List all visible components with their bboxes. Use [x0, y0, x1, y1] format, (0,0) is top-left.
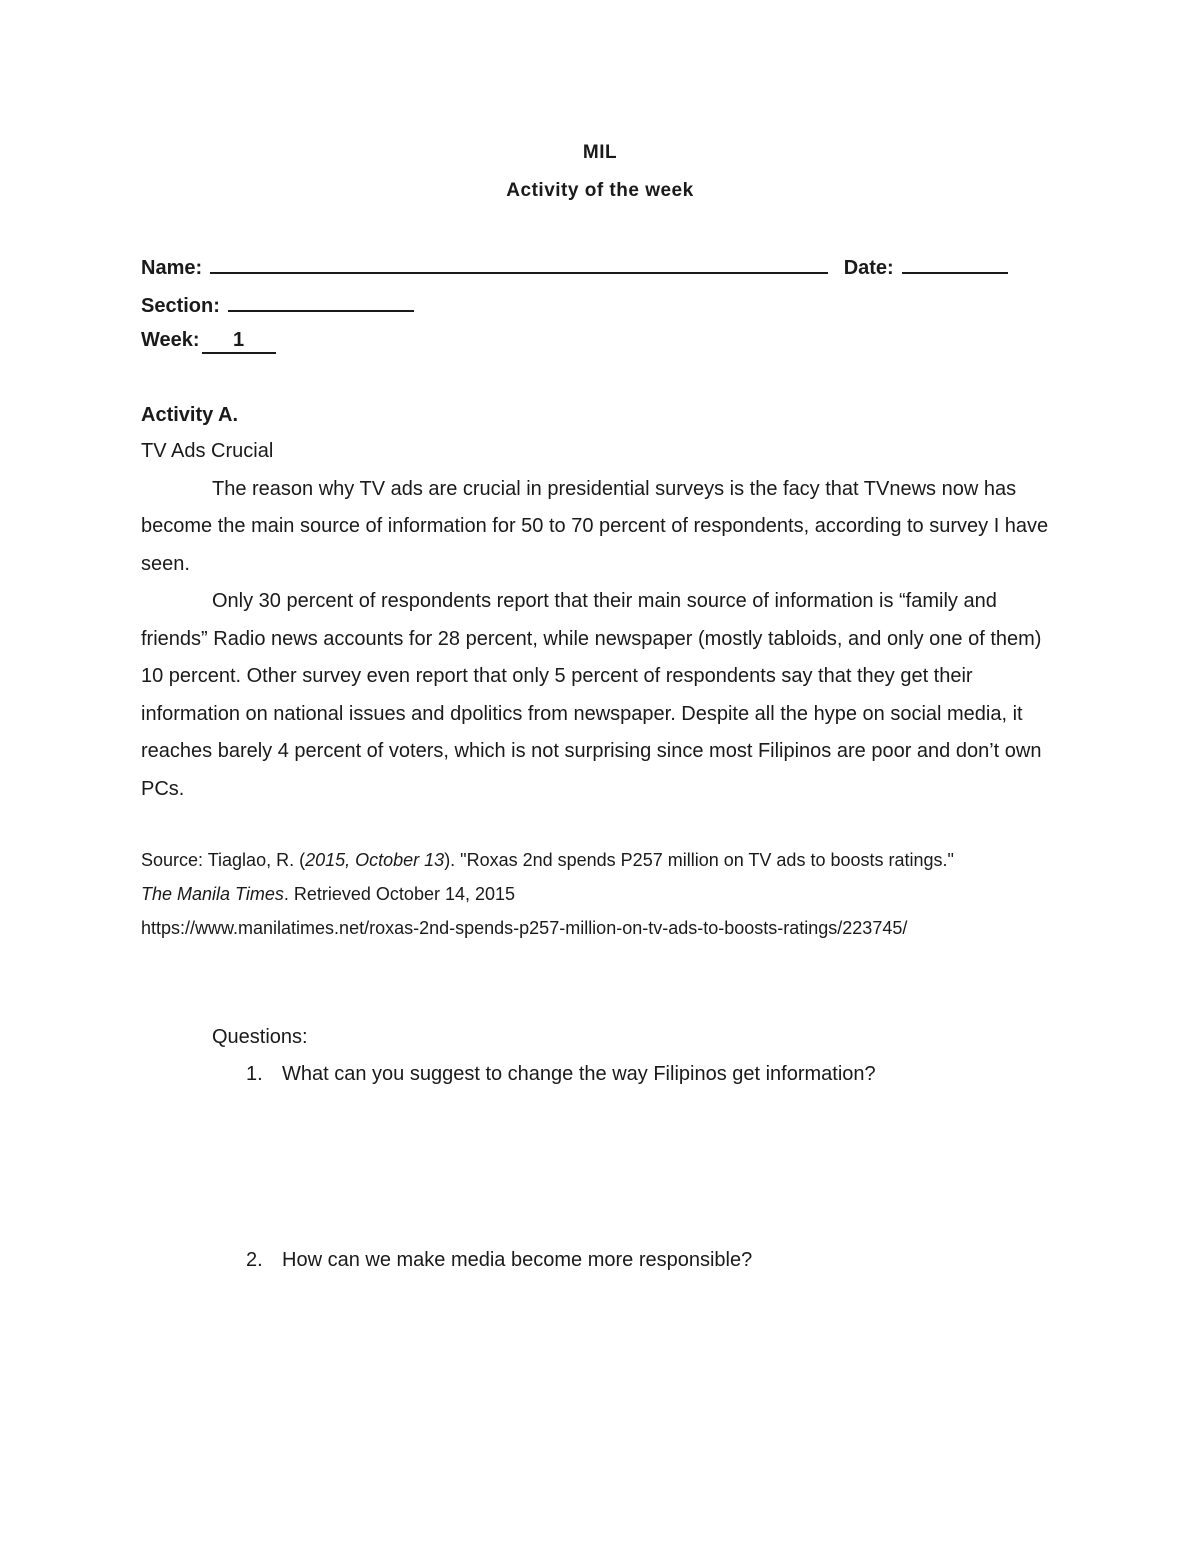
week-row	[141, 329, 276, 354]
question-text: What can you suggest to change the way Filipinos get information?	[282, 1063, 876, 1085]
date-blank-line	[902, 254, 1008, 274]
subject-title: MIL	[582, 142, 618, 163]
section-row	[141, 292, 414, 318]
question-text: How can we make media become more responsible?	[282, 1249, 753, 1271]
name-label: Name:	[141, 257, 203, 279]
name-blank-line	[210, 254, 828, 274]
date-label: Date:	[843, 257, 894, 279]
activity-body	[141, 433, 1066, 808]
question-item	[246, 1249, 752, 1272]
section-label: Section:	[141, 295, 220, 317]
page-title: Activity of the week	[506, 180, 694, 201]
activity-topic: TV Ads Crucial	[141, 440, 274, 462]
question-item	[246, 1063, 876, 1086]
source-retrieved: . Retrieved October 14, 2015	[283, 884, 516, 904]
source-title: ). "Roxas 2nd spends P257 million on TV ads to boosts ratings."	[444, 850, 954, 870]
activity-heading: Activity A.	[141, 404, 239, 426]
section-blank-line	[228, 292, 414, 312]
question-number: 2.	[246, 1249, 263, 1271]
question-number: 1.	[246, 1063, 263, 1085]
source-publication: The Manila Times	[141, 884, 284, 904]
source-citation	[141, 843, 1061, 945]
paragraph-1: The reason why TV ads are crucial in presidential surveys is the facy that TVnews now has become the main source of information for 50 to 70 percent of respondents, according to survey I have seen.	[141, 477, 1049, 575]
source-date: 2015, October 13	[305, 850, 445, 870]
questions-label: Questions:	[212, 1026, 308, 1048]
name-date-row	[141, 254, 1008, 280]
week-value: 1	[202, 329, 276, 354]
paragraph-2: Only 30 percent of respondents report that their main source of information is “family and friends” Radio news accounts for 28 percent, while newspaper (mostly tabloids, and only one of them) 10 percent. Other survey even report that only 5 percent of respondents say that they get their information on national issues and dpolitics from newspaper. Despite all the hype on social media, it reaches barely 4 percent of voters, which is not surprising since most Filipinos are poor and don’t own PCs.	[141, 590, 1042, 800]
source-prefix: Source: Tiaglao, R. (	[141, 850, 306, 870]
week-label: Week:	[141, 329, 200, 351]
source-url: https://www.manilatimes.net/roxas-2nd-spends-p257-million-on-tv-ads-to-boosts-ratings/223745/	[141, 918, 908, 938]
